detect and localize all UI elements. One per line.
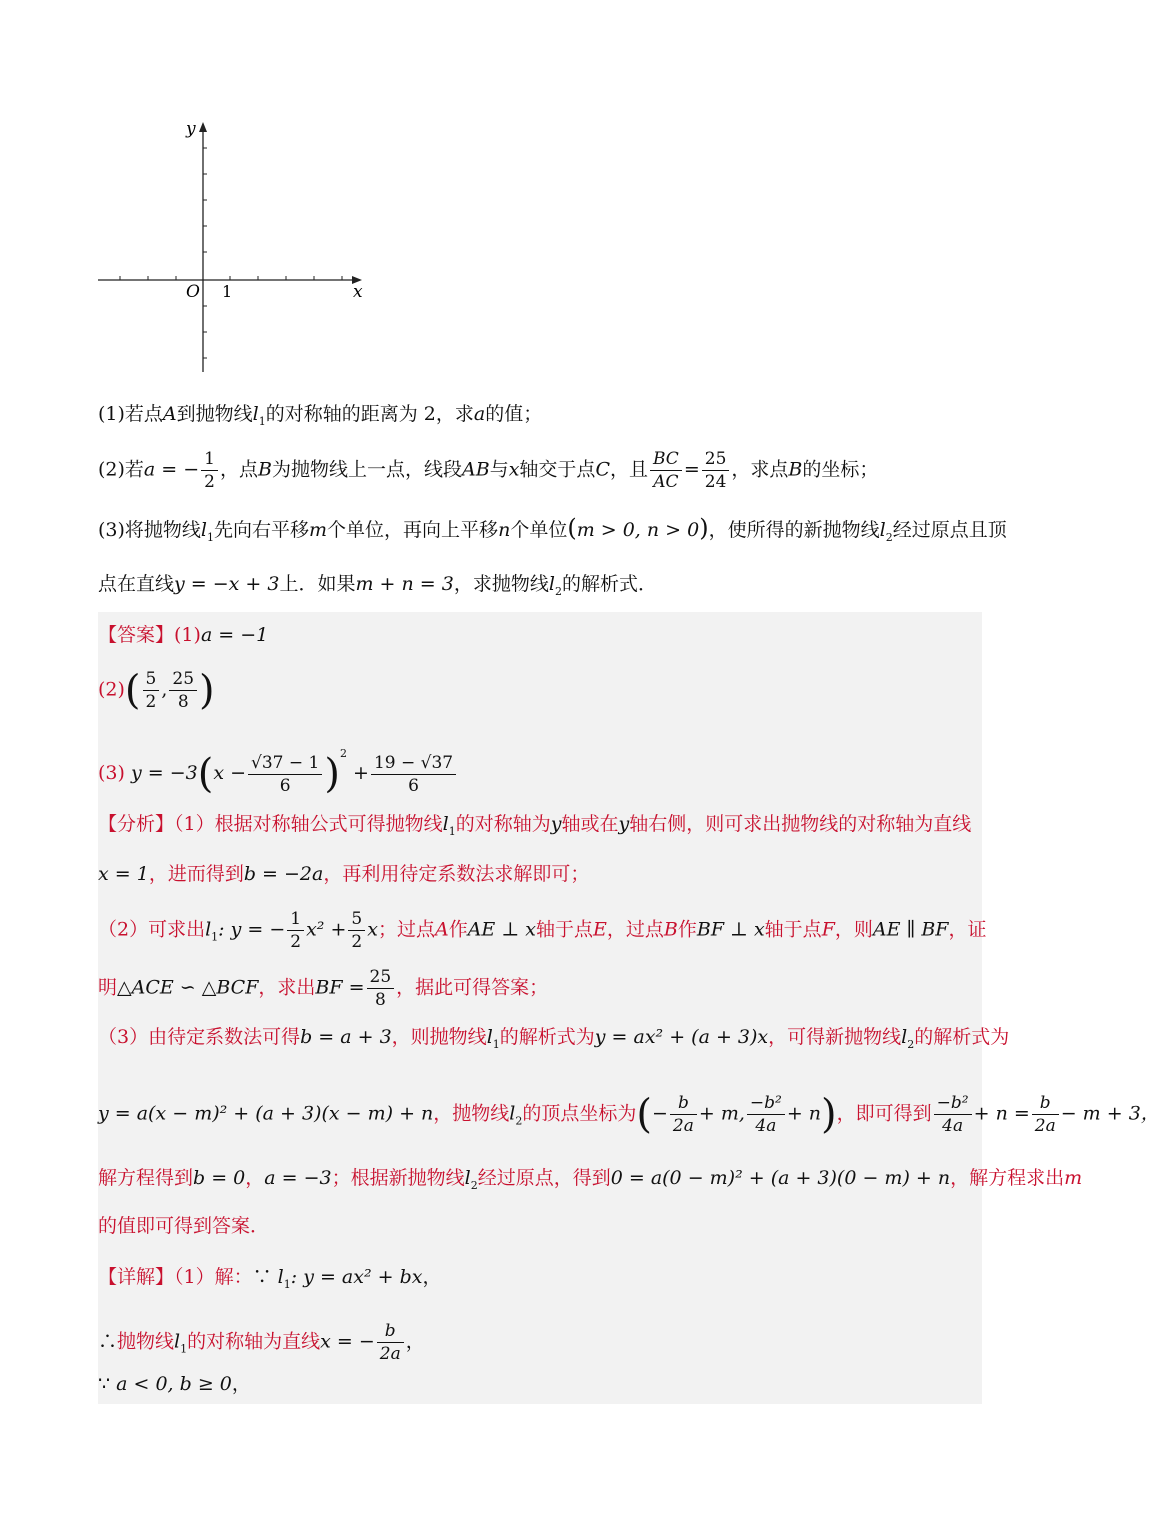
analysis-line-2: x = 1，进而得到b = −2a，再利用待定系数法求解即可； — [98, 863, 590, 885]
analysis-line-5: （3）由待定系数法可得b = a + 3，则抛物线$l_1$的解析式为y = ax² + (a + 3)x，可得新抛物线$l_2$的解析式为 — [98, 1026, 1010, 1051]
question-1: (1)若点A到抛物线$l_1$的对称轴的距离为 2，求a的值； — [98, 403, 543, 428]
analysis-line-4: 明△ACE ∽ △BCF，求出BF = $\frac{25}{8}$ ，据此可得答案； — [98, 967, 549, 1010]
y-axis-arrow — [199, 122, 207, 132]
coordinate-graph — [90, 110, 380, 380]
analysis-line-7: 解方程得到b = 0，a = −3；根据新抛物线$l_2$经过原点，得到0 = a(0 − m)² + (a + 3)(0 − m) + n，解方程求出m — [98, 1167, 1083, 1192]
analysis-line-1: 【分析】（1）根据对称轴公式可得抛物线$l_1$的对称轴为y轴或在y轴右侧，则可求出抛物线的对称轴为直线 — [98, 813, 972, 838]
question-3-line-1: (3)将抛物线$l_1$先向右平移m个单位，再向上平移n个单位(m > 0, n > 0)，使所得的新抛物线$l_2$经过原点且顶 — [98, 514, 1007, 544]
tick-label-1: 1 — [222, 282, 233, 301]
analysis-line-8: 的值即可得到答案． — [98, 1215, 270, 1237]
detail-line-2: ∴抛物线$l_1$的对称轴为直线x = − $\frac{b}{2a}$ ， — [98, 1321, 425, 1364]
detail-line-3: ∵ a < 0, b ≥ 0， — [98, 1373, 251, 1395]
question-2: (2)若a = − $\frac{1}{2}$ ，点B为抛物线上一点，线段AB与x轴交于点C，且 $\frac{BC}{AC}$ = $\frac{25}{24}$ ，求点B的坐标； — [98, 449, 879, 492]
analysis-line-3: （2）可求出$l_1$: y = − $\frac{1}{2}$ x² + $\frac{5}{2}$ x；过点A作AE ⊥ x轴于点E，过点B作BF ⊥ x轴于点F，则AE ∥ BF，证 — [98, 909, 987, 952]
y-axis-label: y — [186, 119, 196, 139]
answer-1: 【答案】(1)a = −1 — [98, 624, 269, 646]
answer-2: (2)( $\frac{5}{2}$ , $\frac{25}{8}$ ) — [98, 667, 215, 714]
origin-label: O — [186, 282, 200, 302]
x-axis-label: x — [353, 282, 363, 302]
detail-line-1: 【详解】（1）解：∵ $l_1$: y = ax² + bx， — [98, 1266, 442, 1291]
analysis-line-6: y = a(x − m)² + (a + 3)(x − m) + n，抛物线$l_2$的顶点坐标为(− $\frac{b}{2a}$ + m, $\frac{\text{−b²}}{4a}$ + n)，即可得到 $\frac{\text{−b²}}{4a}$ + n = $\frac{b}{2a}$ − m + 3， — [98, 1091, 1160, 1138]
answer-3: (3) y = −3(x − $\frac{√37 - 1}{6}$ )$^2$ + $\frac{19 - √37}{6}$ — [98, 740, 458, 797]
question-3-line-2: 点在直线y = −x + 3上．如果m + n = 3，求抛物线$l_2$的解析式． — [98, 573, 657, 598]
